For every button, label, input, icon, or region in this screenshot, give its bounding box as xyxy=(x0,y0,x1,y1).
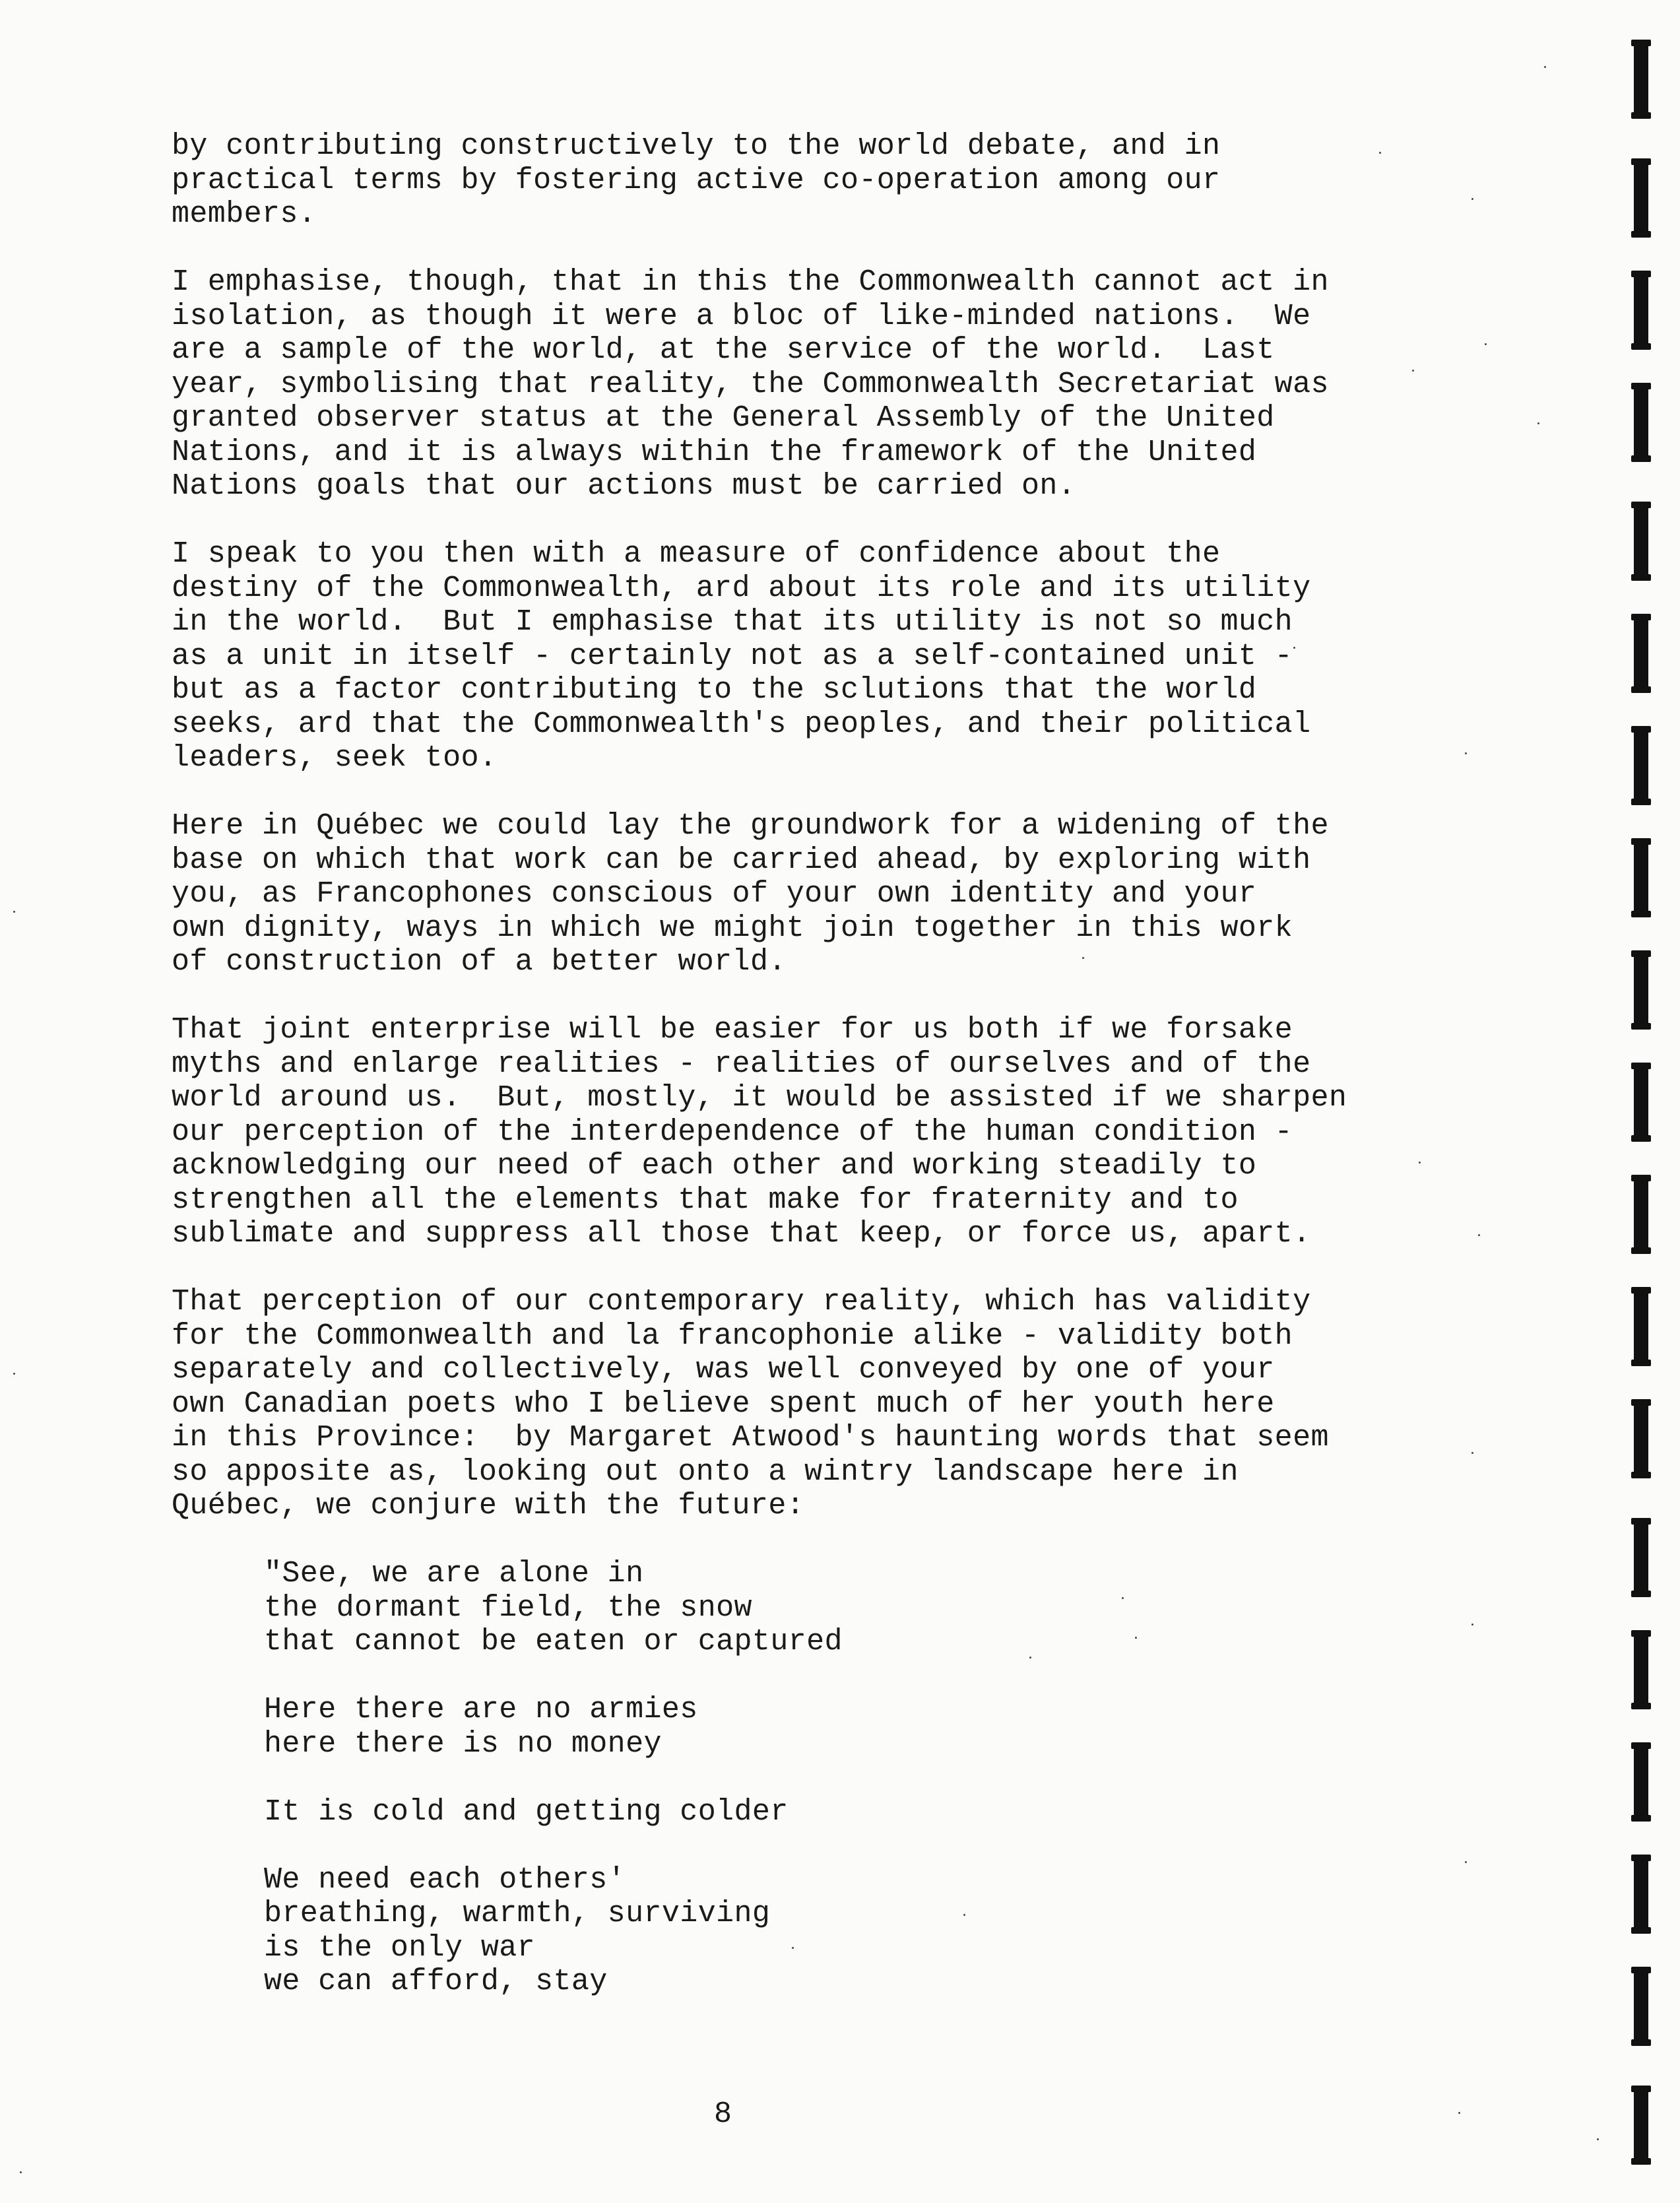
scan-speck xyxy=(1029,1657,1031,1659)
page-number: 8 xyxy=(714,2097,732,2131)
text-line: you, as Francophones conscious of your own identity and your xyxy=(172,877,1257,911)
poem-line: that cannot be eaten or captured xyxy=(264,1625,843,1659)
scan-speck xyxy=(20,2171,22,2173)
scan-speck xyxy=(1544,66,1546,68)
text-line: Nations goals that our actions must be carried on. xyxy=(172,469,1076,503)
binding-hole-mark xyxy=(1634,1287,1648,1366)
scan-speck xyxy=(1135,1637,1137,1639)
binding-hole-mark xyxy=(1634,1630,1648,1709)
scan-speck xyxy=(963,1914,965,1916)
text-line: in the world. But I emphasise that its utility is not so much xyxy=(172,605,1293,639)
text-line: Québec, we conjure with the future: xyxy=(172,1489,805,1523)
text-line: destiny of the Commonwealth, ard about its role and its utility xyxy=(172,571,1311,605)
binding-hole-mark xyxy=(1634,1175,1648,1254)
text-line: acknowledging our need of each other and working steadily to xyxy=(172,1149,1257,1183)
text-line: practical terms by fostering active co-operation among our xyxy=(172,163,1221,197)
binding-hole-mark xyxy=(1634,726,1648,805)
text-line: by contributing constructively to the world debate, and in xyxy=(172,129,1221,163)
text-line: members. xyxy=(172,197,317,231)
binding-hole-mark xyxy=(1634,158,1648,238)
text-line: of construction of a better world. xyxy=(172,945,787,979)
text-line: own dignity, ways in which we might join together in this work xyxy=(172,911,1293,945)
scan-speck xyxy=(1478,1234,1480,1236)
poem-line: breathing, warmth, surviving xyxy=(264,1897,771,1930)
text-line: base on which that work can be carried ahead, by exploring with xyxy=(172,843,1311,877)
scan-speck xyxy=(13,1373,15,1375)
binding-hole-mark xyxy=(1634,614,1648,693)
poem-line: We need each others' xyxy=(264,1862,626,1897)
text-line: as a unit in itself - certainly not as a self-contained unit - xyxy=(172,639,1293,673)
binding-hole-mark xyxy=(1634,1855,1648,1934)
poem-quotation xyxy=(264,1557,1498,1999)
text-line: but as a factor contributing to the sclutions that the world xyxy=(172,673,1257,707)
text-line: separately and collectively, was well conveyed by one of your xyxy=(172,1353,1275,1387)
binding-hole-mark xyxy=(1634,271,1648,350)
binding-hole-mark xyxy=(1634,2086,1648,2165)
scan-speck xyxy=(1293,647,1295,649)
text-line: are a sample of the world, at the service of the world. Last xyxy=(172,333,1275,367)
text-line: I speak to you then with a measure of confidence about the xyxy=(172,537,1221,571)
poem-line: the dormant field, the snow xyxy=(264,1591,752,1625)
text-line: granted observer status at the General Assembly of the United xyxy=(172,401,1275,435)
binding-hole-mark xyxy=(1634,502,1648,581)
paragraph xyxy=(172,537,1498,775)
text-line: so apposite as, looking out onto a wintry landscape here in xyxy=(172,1455,1239,1489)
scan-speck xyxy=(1419,1162,1421,1164)
scan-speck xyxy=(1471,1452,1473,1454)
text-line: seeks, ard that the Commonwealth's peoples, and their political xyxy=(172,707,1311,741)
poem-line: we can afford, stay xyxy=(264,1965,608,1998)
poem-stanza xyxy=(264,1693,1498,1761)
binding-hole-mark xyxy=(1634,950,1648,1030)
binding-hole-mark xyxy=(1634,1063,1648,1142)
poem-line: is the only war xyxy=(264,1930,536,1965)
text-line: world around us. But, mostly, it would be assisted if we sharpen xyxy=(172,1081,1347,1115)
text-line: I emphasise, though, that in this the Commonwealth cannot act in xyxy=(172,265,1329,299)
poem-line: here there is no money xyxy=(264,1726,662,1761)
scan-speck xyxy=(1485,343,1487,345)
scan-speck xyxy=(1597,2138,1599,2140)
paragraph xyxy=(172,1013,1498,1251)
scan-speck xyxy=(13,911,15,913)
scan-speck xyxy=(1412,370,1414,372)
poem-stanza xyxy=(264,1863,1498,1999)
poem-line: Here there are no armies xyxy=(264,1693,698,1726)
text-line: year, symbolising that reality, the Commonwealth Secretariat was xyxy=(172,367,1329,401)
text-line: own Canadian poets who I believe spent much of her youth here xyxy=(172,1387,1275,1421)
scan-speck xyxy=(1537,422,1539,424)
paragraph xyxy=(172,1285,1498,1523)
scan-speck xyxy=(1465,1861,1467,1863)
paragraph xyxy=(172,265,1498,504)
poem-line: "See, we are alone in xyxy=(264,1557,644,1591)
scan-speck xyxy=(792,1947,794,1949)
text-line: our perception of the interdependence of the human condition - xyxy=(172,1115,1293,1149)
text-line: myths and enlarge realities - realities of ourselves and of the xyxy=(172,1047,1311,1081)
binding-hole-mark xyxy=(1634,40,1648,119)
poem-stanza xyxy=(264,1557,1498,1659)
binding-hole-mark xyxy=(1634,383,1648,462)
binding-hole-mark xyxy=(1634,1399,1648,1478)
scan-speck xyxy=(1379,152,1381,154)
scan-speck xyxy=(1082,957,1084,959)
scan-speck xyxy=(1458,2112,1460,2114)
text-line: isolation, as though it were a bloc of like-minded nations. We xyxy=(172,299,1311,333)
text-line: leaders, seek too. xyxy=(172,741,498,775)
scan-speck xyxy=(1465,752,1467,754)
scan-speck xyxy=(1471,1624,1473,1626)
text-line: Here in Québec we could lay the groundwork for a widening of the xyxy=(172,809,1329,843)
text-line: in this Province: by Margaret Atwood's haunting words that seem xyxy=(172,1421,1329,1455)
paragraph xyxy=(172,129,1498,232)
scan-speck xyxy=(1471,198,1473,200)
body-text xyxy=(172,129,1498,2033)
text-line: for the Commonwealth and la francophonie alike - validity both xyxy=(172,1319,1293,1353)
poem-line: It is cold and getting colder xyxy=(264,1794,789,1829)
text-line: sublimate and suppress all those that keep, or force us, apart. xyxy=(172,1217,1311,1251)
text-line: That perception of our contemporary reality, which has validity xyxy=(172,1285,1311,1319)
scan-speck xyxy=(1122,1597,1124,1599)
binding-hole-mark xyxy=(1634,1742,1648,1822)
binding-hole-mark xyxy=(1634,1518,1648,1597)
text-line: Nations, and it is always within the framework of the United xyxy=(172,435,1257,469)
paragraphs xyxy=(172,129,1498,1523)
binding-hole-mark xyxy=(1634,1967,1648,2046)
binding-hole-mark xyxy=(1634,838,1648,917)
text-line: strengthen all the elements that make for fraternity and to xyxy=(172,1183,1239,1217)
poem-stanza xyxy=(264,1795,1498,1829)
paragraph xyxy=(172,809,1498,979)
text-line: That joint enterprise will be easier for us both if we forsake xyxy=(172,1013,1293,1047)
